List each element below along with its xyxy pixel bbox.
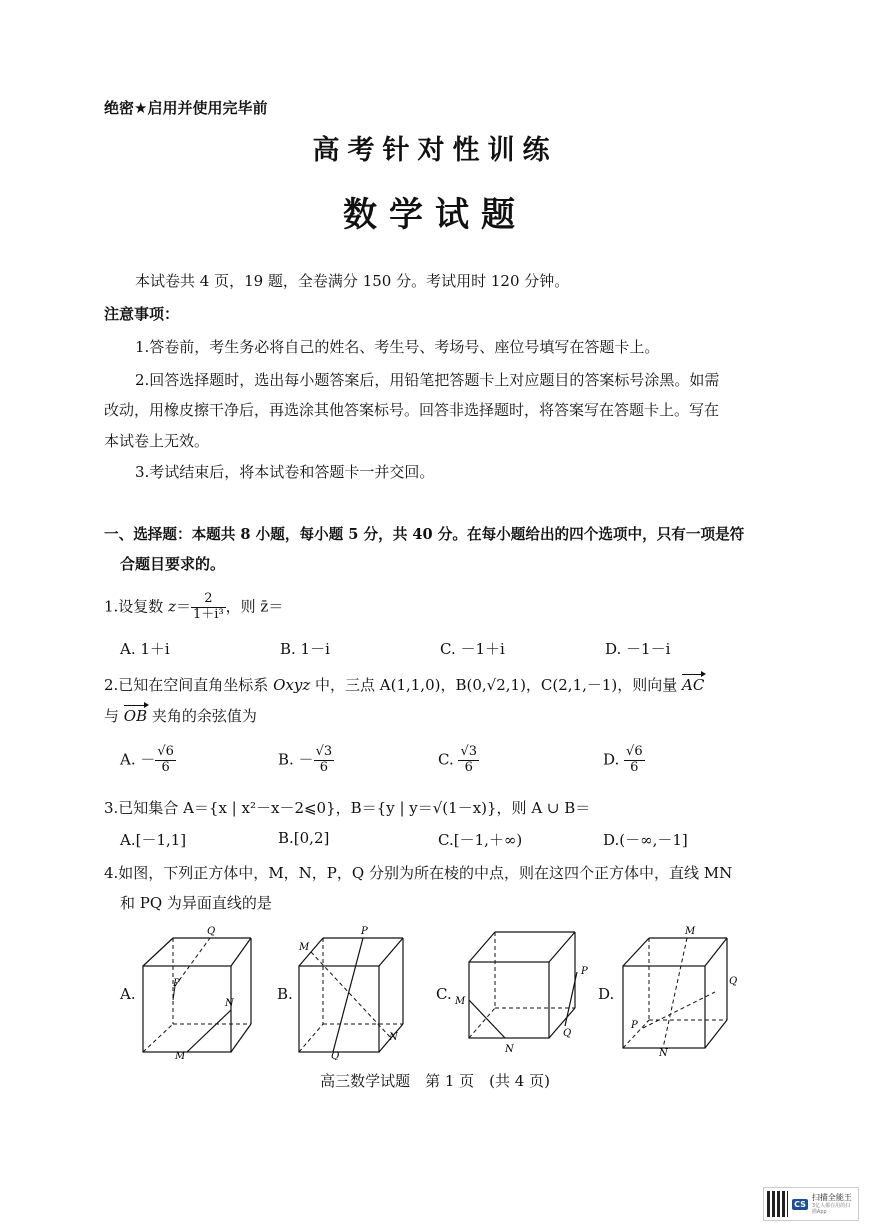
- q1-option-a: A. 1＋i: [120, 640, 170, 658]
- svg-text:Q: Q: [729, 976, 738, 987]
- q1-option-d: D. －1－i: [605, 640, 671, 658]
- question-3: 3.已知集合 A＝{x | x²－x－2⩽0}，B＝{y | y＝√(1－x)}，则 A ∪ B＝: [104, 799, 591, 817]
- svg-text:M: M: [175, 1051, 186, 1060]
- intro-text: 本试卷共 4 页，19 题，全卷满分 150 分。考试用时 120 分钟。: [135, 272, 570, 290]
- svg-text:Q: Q: [207, 926, 216, 937]
- q2-option-b: B. － $\frac{√3}{6}$: [278, 744, 333, 775]
- svg-text:P: P: [361, 926, 368, 937]
- q1-option-b: B. 1－i: [280, 640, 330, 658]
- q3-option-c: C.[－1,＋∞): [438, 831, 523, 849]
- note-item-2-cont: 改动，用橡皮擦干净后，再选涂其他答案标号。回答非选择题时，将答案写在答题卡上。写在: [104, 401, 720, 419]
- note-item-2: 2.回答选择题时，选出每小题答案后，用铅笔把答题卡上对应题目的答案标号涂黑。如需: [135, 371, 720, 389]
- svg-text:P: P: [581, 966, 588, 977]
- exam-title: 高考针对性训练: [312, 135, 558, 166]
- svg-text:P: P: [631, 1020, 638, 1031]
- cube-figure-b: [293, 920, 423, 1060]
- q2-option-a: A. － $\frac{√6}{6}$: [120, 744, 174, 775]
- cube-figure-a: [135, 920, 265, 1060]
- q1-option-c: C. －1＋i: [440, 640, 505, 658]
- q2-option-d: D. $\frac{√6}{6}$: [603, 744, 643, 775]
- svg-text:N: N: [389, 1032, 398, 1043]
- q1-fraction: $\frac{2}{\text{1＋i³}}$: [193, 591, 224, 622]
- vector-ac: AC: [682, 676, 705, 694]
- exam-subtitle: 数学试题: [343, 195, 527, 235]
- question-1: 1.设复数 z＝ $\frac{2}{\text{1＋i³}}$ ，则 z̄＝: [104, 591, 284, 622]
- scanner-watermark: [763, 1187, 859, 1221]
- q4-option-b-label: B.: [277, 985, 293, 1003]
- section1-heading: 一、选择题：本题共 8 小题，每小题 5 分，共 40 分。在每小题给出的四个选项中，只有一项是符: [104, 526, 745, 543]
- svg-text:N: N: [505, 1044, 514, 1055]
- cube-figure-d: [615, 920, 745, 1060]
- confidential-label: 绝密★启用并使用完毕前: [104, 99, 268, 117]
- watermark-tagline: 3亿人都在用的扫描App: [811, 1202, 851, 1215]
- q4-option-a-label: A.: [120, 985, 136, 1003]
- svg-text:M: M: [299, 942, 310, 953]
- watermark-name: 扫描全能王: [811, 1193, 852, 1203]
- svg-text:Q: Q: [563, 1028, 572, 1039]
- question-2-cont: 与 OB 夹角的余弦值为: [104, 707, 257, 725]
- q2-option-c: C. $\frac{√3}{6}$: [438, 744, 478, 775]
- qr-code-icon: [767, 1191, 788, 1217]
- q3-option-d: D.(－∞,－1]: [603, 831, 688, 849]
- note-item-2-end: 本试卷上无效。: [104, 432, 210, 450]
- note-item-1: 1.答卷前，考生务必将自己的姓名、考生号、考场号、座位号填写在答题卡上。: [135, 338, 660, 356]
- svg-text:N: N: [225, 998, 234, 1009]
- vector-ob: OB: [123, 707, 148, 725]
- page-footer: 高三数学试题 第 1 页 (共 4 页): [320, 1072, 550, 1090]
- notes-heading: 注意事项：: [104, 305, 180, 323]
- svg-text:M: M: [455, 996, 466, 1007]
- note-item-3: 3.考试结束后，将本试卷和答题卡一并交回。: [135, 463, 435, 481]
- camscanner-logo-icon: CS: [794, 1199, 806, 1209]
- question-2: 2.已知在空间直角坐标系 Oxyz 中，三点 A(1,1,0)，B(0,√2,1)，C(2,1,－1)，则向量 AC: [104, 676, 705, 694]
- section1-heading-cont: 合题目要求的。: [120, 555, 226, 573]
- svg-text:Q: Q: [331, 1051, 340, 1060]
- question-4-cont: 和 PQ 为异面直线的是: [120, 894, 272, 912]
- svg-text:P: P: [173, 978, 180, 989]
- q4-option-c-label: C.: [436, 985, 452, 1003]
- svg-text:M: M: [685, 926, 696, 937]
- q3-option-a: A.[－1,1]: [120, 831, 187, 849]
- cube-figure-c: [455, 920, 595, 1060]
- svg-text:N: N: [659, 1048, 668, 1059]
- question-4: 4.如图，下列正方体中，M，N，P，Q 分别为所在棱的中点，则在这四个正方体中，直线 MN: [104, 864, 733, 882]
- q4-option-d-label: D.: [598, 985, 615, 1003]
- q3-option-b: B.[0,2]: [278, 829, 330, 847]
